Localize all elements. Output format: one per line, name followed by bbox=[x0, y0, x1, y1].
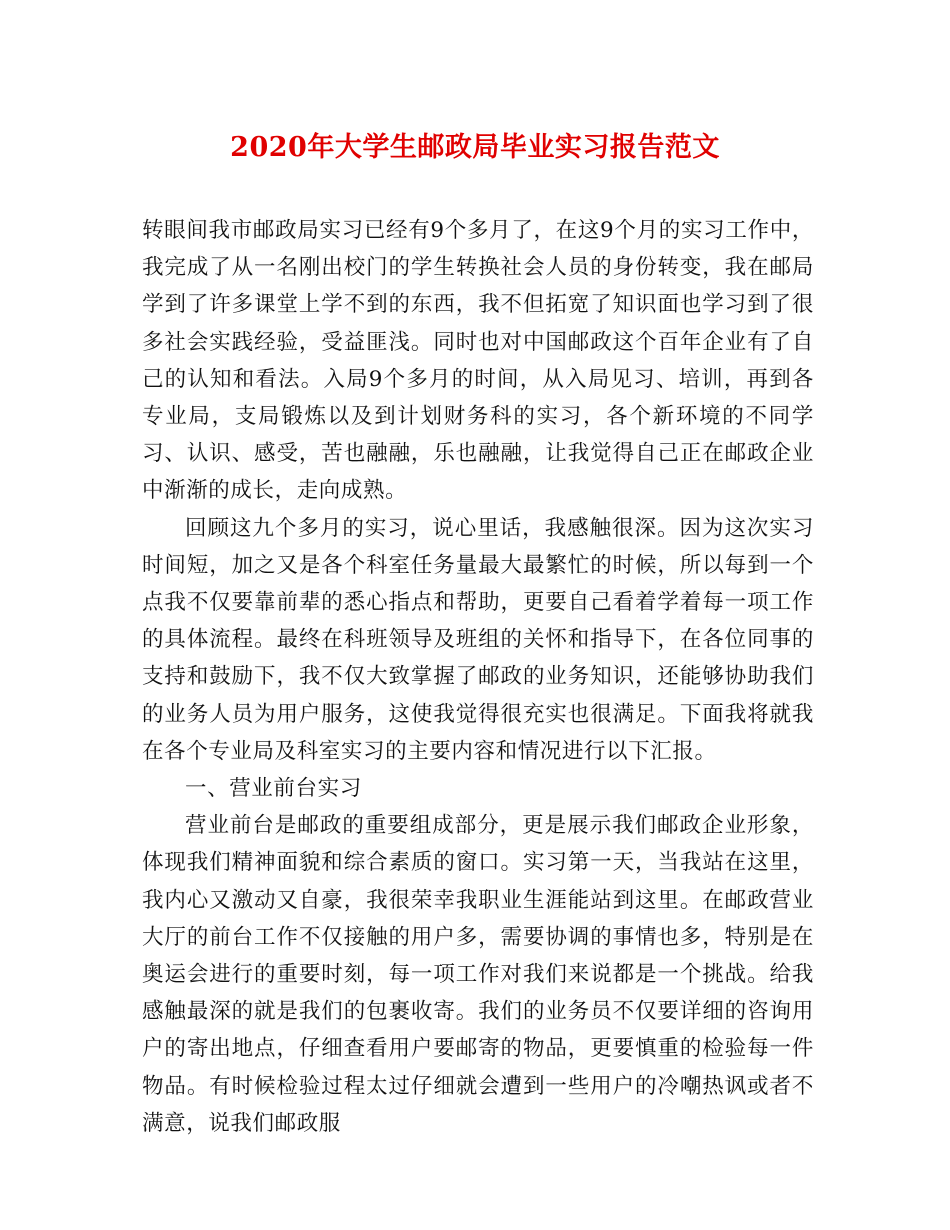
paragraph-review: 回顾这九个多月的实习，说心里话，我感触很深。因为这次实习时间短，加之又是各个科室任务量最大最繁忙的时候，所以每到一个点我不仅要靠前辈的悉心指点和帮助，更要自己看着学着每一项工作的具体流程。最终在科班领导及班组的关怀和指导下，在各位同事的支持和鼓励下，我不仅大致掌握了邮政的业务知识，还能够协助我们的业务人员为用户服务，这使我觉得很充实也很满足。下面我将就我在各个专业局及科室实习的主要内容和情况进行以下汇报。 bbox=[142, 515, 814, 764]
document-body bbox=[142, 212, 814, 1142]
section-heading-front-desk: 一、营业前台实习 bbox=[185, 776, 362, 802]
paragraph-intro: 转眼间我市邮政局实习已经有9个多月了，在这9个月的实习工作中，我完成了从一名刚出校门的学生转换社会人员的身份转变，我在邮局学到了许多课堂上学不到的东西，我不但拓宽了知识面也学习到了很多社会实践经验，受益匪浅。同时也对中国邮政这个百年企业有了自己的认知和看法。入局9个多月的时间，从入局见习、培训，再到各专业局，支局锻炼以及到计划财务科的实习，各个新环境的不同学习、认识、感受，苦也融融，乐也融融，让我觉得自己正在邮政企业中渐渐的成长，走向成熟。 bbox=[142, 218, 814, 504]
paragraph-front-desk: 营业前台是邮政的重要组成部分，更是展示我们邮政企业形象，体现我们精神面貌和综合素质的窗口。实习第一天，当我站在这里，我内心又激动又自豪，我很荣幸我职业生涯能站到这里。在邮政营业大厅的前台工作不仅接触的用户多，需要协调的事情也多，特别是在奥运会进行的重要时刻，每一项工作对我们来说都是一个挑战。给我感触最深的就是我们的包裹收寄。我们的业务员不仅要详细的咨询用户的寄出地点，仔细查看用户要邮寄的物品，更要慎重的检验每一件物品。有时候检验过程太过仔细就会遭到一些用户的冷嘲热讽或者不满意，说我们邮政服 bbox=[142, 813, 814, 1136]
document-title: 2020年大学生邮政局毕业实习报告范文 bbox=[230, 132, 720, 163]
